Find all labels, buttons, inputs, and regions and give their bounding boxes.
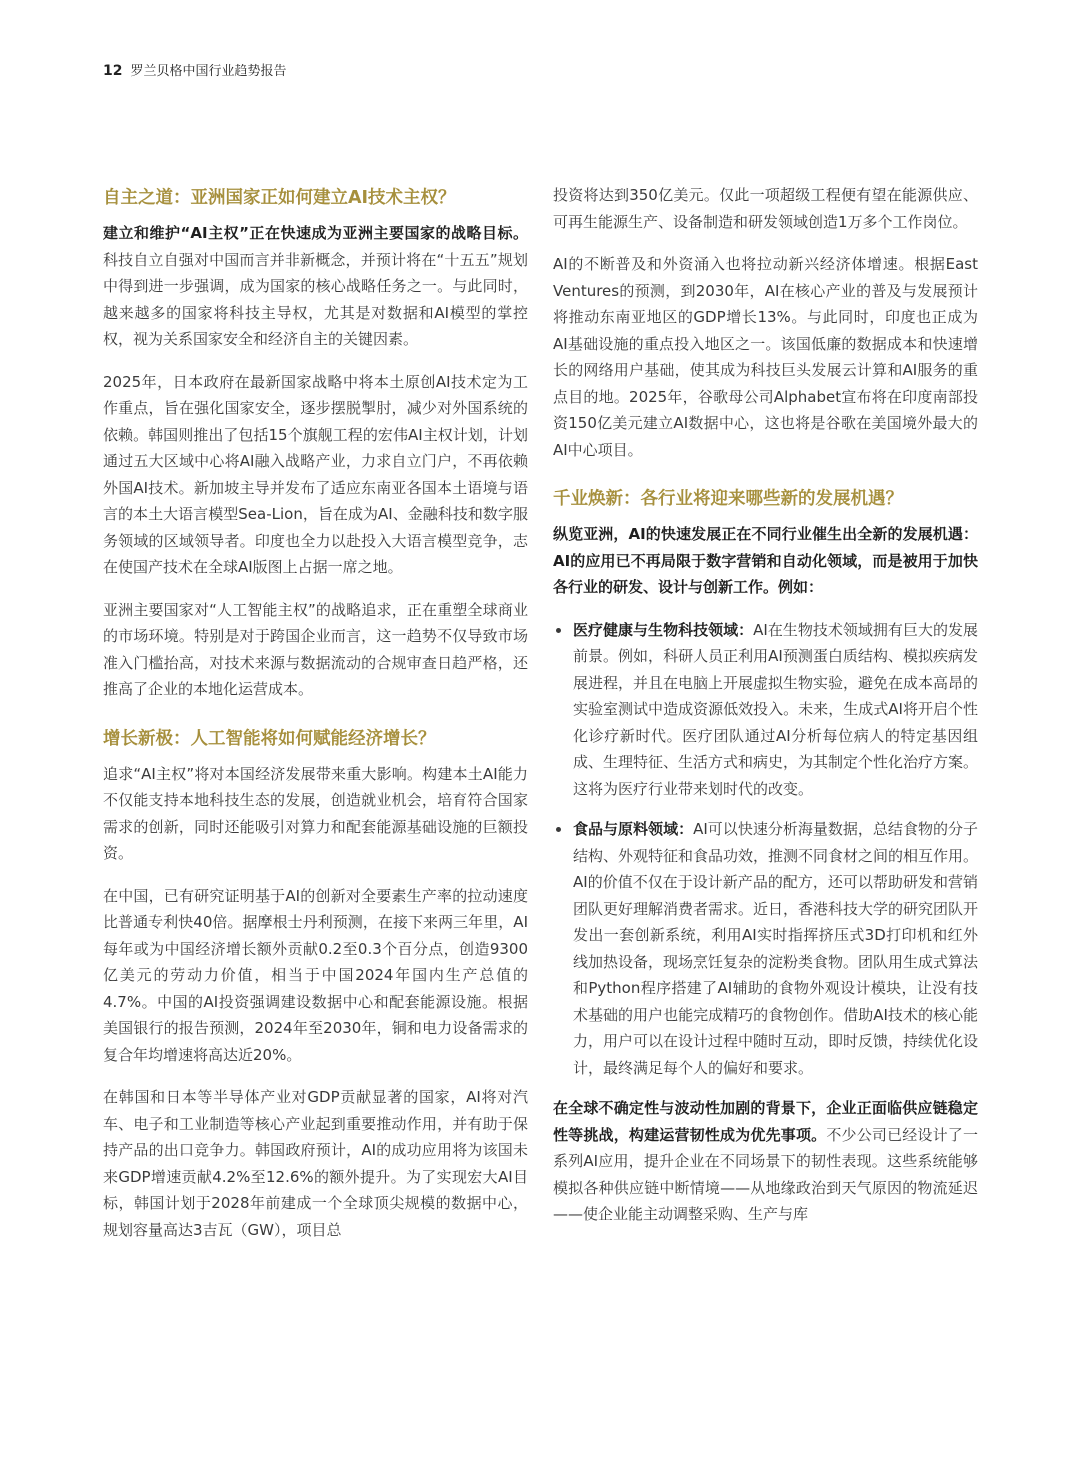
paragraph: 亚洲主要国家对“人工智能主权”的战略追求，正在重塑全球商业的市场环境。特别是对于跨国企业而言，这一趋势不仅导致市场准入门槛抬高，对技术来源与数据流动的合规审查日趋严格，还推高了企业的本地化运营成本。 xyxy=(103,600,528,698)
paragraph: 投资将达到350亿美元。仅此一项超级工程便有望在能源供应、可再生能源生产、设备制造和研发领域创造1万多个工作岗位。 xyxy=(553,186,978,231)
bullet-label: 医疗健康与生物科技领域： xyxy=(573,620,754,639)
paragraph: 在韩国和日本等半导体产业对GDP贡献显著的国家，AI将对汽车、电子和工业制造等核心产业起到重要推动作用，并有助于保持产品的出口竞争力。韩国政府预计，AI的成功应用将为该国未来GDP增速贡献4.2%至12.6%的额外提升。为了实现宏大AI目标，韩国计划于2028年前建成一个全球顶尖规模的数据中心，规划容量高达3吉瓦（GW），项目总 xyxy=(103,1088,528,1239)
right-column xyxy=(553,182,978,1244)
left-column xyxy=(103,184,528,1259)
paragraph xyxy=(553,1095,978,1228)
section-heading-industry-opportunities: 千业焕新：各行业将迎来哪些新的发展机遇？ xyxy=(553,489,903,509)
paragraph xyxy=(103,220,528,353)
running-header xyxy=(103,60,287,79)
lead-sentence: 在全球不确定性与波动性加剧的背景下，企业正面临供应链稳定性等挑战，构建运营韧性成为优先事项。 xyxy=(553,1099,978,1144)
bullet-text: AI可以快速分析海量数据，总结食物的分子结构、外观特征和食品功效，推测不同食材之间的相互作用。AI的价值不仅在于设计新产品的配方，还可以帮助研发和营销团队更好理解消费者需求。近日，香港科技大学的研究团队开发出一套创新系统，利用AI实时指挥挤压式3D打印机和红外线加热设备，现场烹饪复杂的淀粉类食物。团队用生成式算法和Python程序搭建了AI辅助的食物外观设计模块，让没有技术基础的用户也能完成精巧的食物创作。借助AI技术的核心能力，用户可以在设计过程中随时互动，即时反馈，持续优化设计，最终满足每个人的偏好和要求。 xyxy=(573,820,979,1077)
paragraph-text: 科技自立自强对中国而言并非新概念，并预计将在“十五五”规划中得到进一步强调，成为国家的核心战略任务之一。与此同时，越来越多的国家将科技主导权，尤其是对数据和AI模型的掌控权，视为关系国家安全和经济自主的关键因素。 xyxy=(103,250,528,348)
paragraph: 在中国，已有研究证明基于AI的创新对全要素生产率的拉动速度比普通专利快40倍。据摩根士丹利预测，在接下来两三年里，AI每年或为中国经济增长额外贡献0.2至0.3个百分点，创造9300亿美元的劳动力价值，相当于中国2024年国内生产总值的4.7%。中国的AI投资强调建设数据中心和配套能源设施。根据美国银行的报告预测，2024年至2030年，铜和电力设备需求的复合年均增速将高达近20%。 xyxy=(103,886,528,1064)
paragraph: AI的不断普及和外资涌入也将拉动新兴经济体增速。根据East Ventures的预测，到2030年，AI在核心产业的普及与发展预计将推动东南亚地区的GDP增长13%。与此同时，印度也正成为AI基础设施的重点投入地区之一。该国低廉的数据成本和快速增长的网络用户基础，使其成为科技巨头发展云计算和AI服务的重点目的地。2025年，谷歌母公司Alphabet宣布将在印度南部投资150亿美元建立AI数据中心，这也将是谷歌在美国境外最大的AI中心项目。 xyxy=(553,255,978,459)
bullet-text: AI在生物技术领域拥有巨大的发展前景。例如，科研人员正利用AI预测蛋白质结构、模拟疾病发展进程，并且在电脑上开展虚拟生物实验，避免在成本高昂的实验室测试中造成资源低效投入。未来，生成式AI将开启个性化诊疗新时代。医疗团队通过AI分析每位病人的特定基因组成、生理特征、生活方式和病史，为其制定个性化治疗方案。这将为医疗行业带来划时代的改变。 xyxy=(573,620,979,798)
bullet-item-food xyxy=(553,816,978,1081)
section-heading-economic-growth: 增长新极：人工智能将如何赋能经济增长？ xyxy=(103,728,436,749)
bullet-label: 食品与原料领域： xyxy=(573,820,694,838)
section-heading-ai-sovereignty: 自主之道：亚洲国家正如何建立AI技术主权？ xyxy=(103,188,456,208)
report-title: 罗兰贝格中国行业趋势报告 xyxy=(130,64,287,79)
page-number: 12 xyxy=(103,63,123,79)
lead-sentence: 建立和维护“AI主权”正在快速成为亚洲主要国家的战略目标。 xyxy=(103,224,528,242)
paragraph xyxy=(553,521,978,601)
lead-paragraph: 纵览亚洲，AI的快速发展正在不同行业催生出全新的发展机遇：AI的应用已不再局限于数字营销和自动化领域，而是被用于加快各行业的研发、设计与创新工作。例如： xyxy=(553,525,978,596)
paragraph: 追求“AI主权”将对本国经济发展带来重大影响。构建本土AI能力不仅能支持本地科技生态的发展，创造就业机会，培育符合国家需求的创新，同时还能吸引对算力和配套能源基础设施的巨额投资。 xyxy=(103,764,528,862)
paragraph-text: 不少公司已经设计了一系列AI应用，提升企业在不同场景下的韧性表现。这些系统能够模拟各种供应链中断情境——从地缘政治到天气原因的物流延迟——使企业能主动调整采购、生产与库 xyxy=(553,1125,978,1223)
bullet-item-healthcare xyxy=(553,617,978,803)
paragraph: 2025年，日本政府在最新国家战略中将本土原创AI技术定为工作重点，旨在强化国家安全，逐步摆脱掣肘，减少对外国系统的依赖。韩国则推出了包括15个旗舰工程的宏伟AI主权计划，计划通过五大区域中心将AI融入战略产业，力求自立门户，不再依赖外国AI技术。新加坡主导并发布了适应东南亚各国本土语境与语言的本土大语言模型Sea-Lion，旨在成为AI、金融科技和数字服务领域的区域领导者。印度也全力以赴投入大语言模型竞争，志在使国产技术在全球AI版图上占据一席之地。 xyxy=(103,372,528,576)
bullet-list xyxy=(553,617,978,1082)
